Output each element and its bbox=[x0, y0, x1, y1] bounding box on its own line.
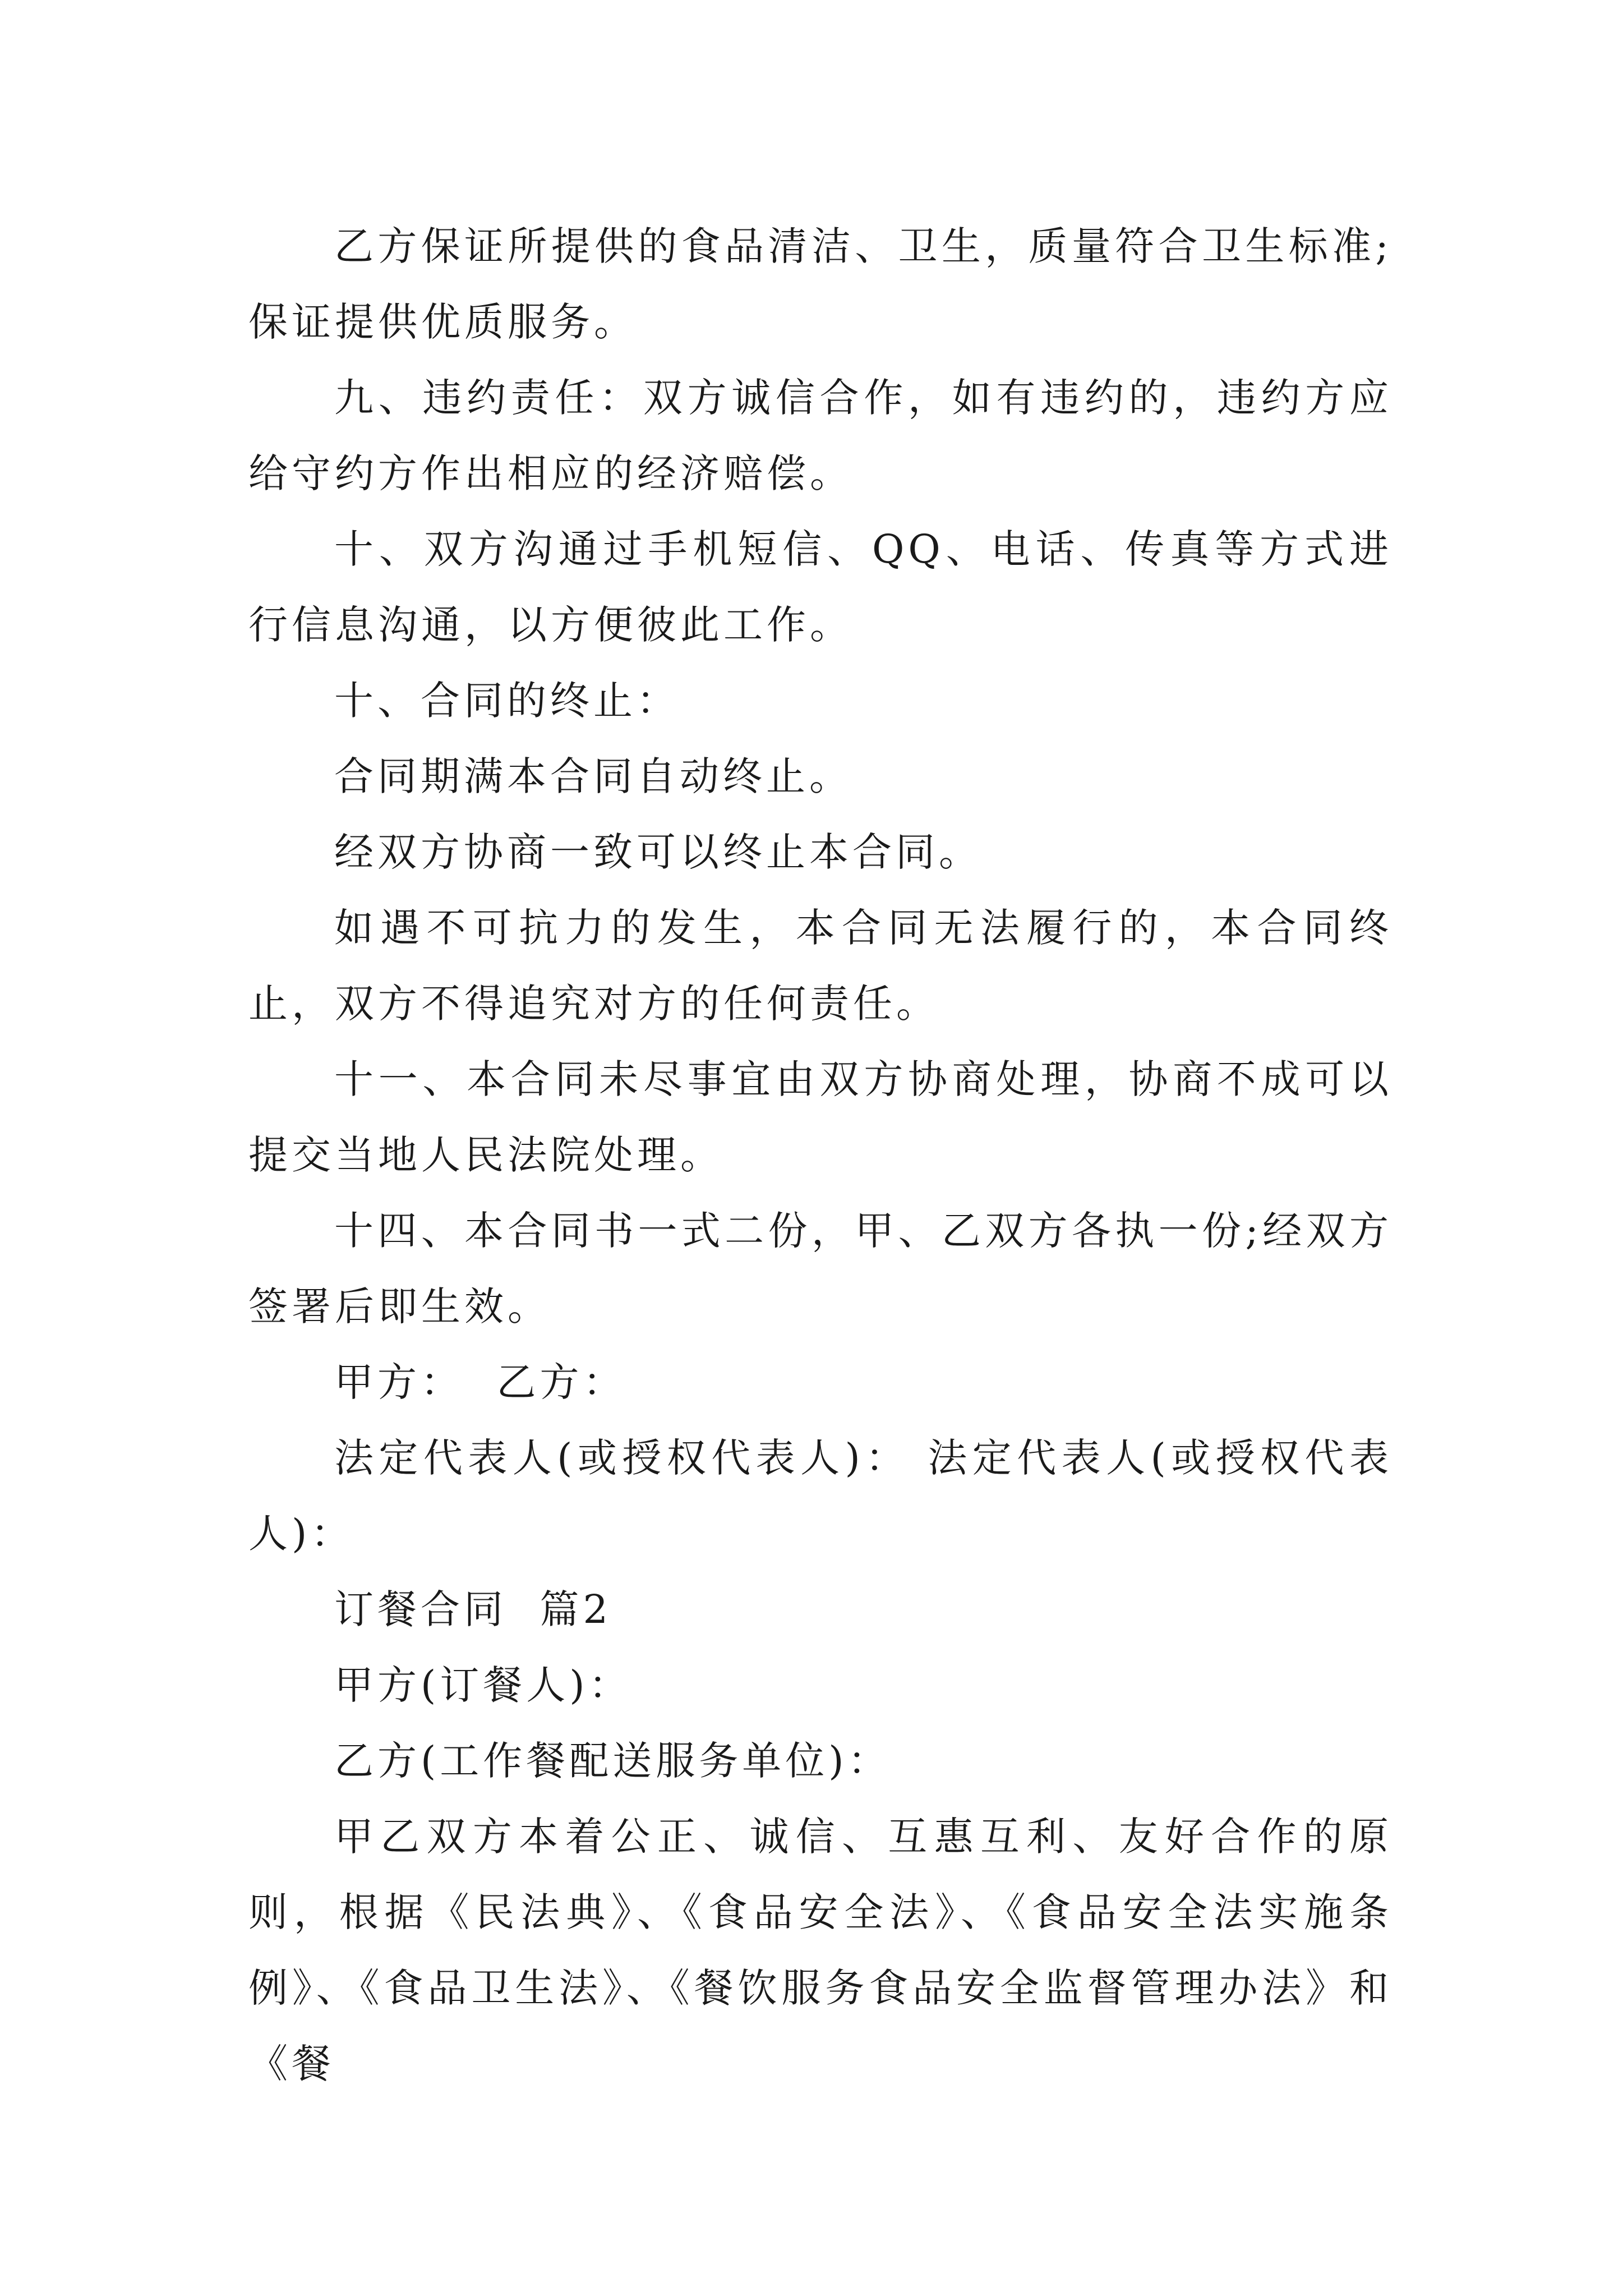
paragraph-termination-expiry: 合同期满本合同自动终止。 bbox=[334, 753, 852, 799]
paragraph-breach-liability: 九、违约责任：双方诚信合作，如有违约的，违约方应给守约方作出相应的经济赔偿。 bbox=[248, 375, 1393, 496]
paragraph-force-majeure: 如遇不可抗力的发生，本合同无法履行的，本合同终止，双方不得追究对方的任何责任。 bbox=[248, 905, 1393, 1027]
paragraph-copies-effect: 十四、本合同书一式二份，甲、乙双方各执一份;经双方签署后即生效。 bbox=[248, 1208, 1393, 1329]
paragraph-quality-guarantee: 乙方保证所提供的食品清洁、卫生，质量符合卫生标准;保证提供优质服务。 bbox=[248, 223, 1393, 345]
paragraph-principles: 甲乙双方本着公正、诚信、互惠互利、友好合作的原则，根据《民法典》、《食品安全法》、《食品安全法实施条例》、《食品卫生法》、《餐饮服务食品安全监督管理办法》和《餐 bbox=[248, 1814, 1393, 2087]
paragraph-legal-representatives: 法定代表人(或授权代表人)： 法定代表人(或授权代表人)： bbox=[248, 1435, 1393, 1557]
paragraph-party-signatures: 甲方： 乙方： bbox=[334, 1359, 626, 1405]
paragraph-communication: 十、双方沟通过手机短信、QQ、电话、传真等方式进行信息沟通，以方便彼此工作。 bbox=[248, 526, 1393, 648]
paragraph-party-a: 甲方(订餐人)： bbox=[334, 1662, 632, 1708]
section-title-contract-2: 订餐合同 篇2 bbox=[334, 1586, 612, 1632]
document-body bbox=[248, 209, 1393, 2102]
paragraph-termination-mutual: 经双方协商一致可以终止本合同。 bbox=[334, 829, 982, 875]
paragraph-party-b: 乙方(工作餐配送服务单位)： bbox=[334, 1738, 891, 1784]
paragraph-dispute-resolution: 十一、本合同未尽事宜由双方协商处理，协商不成可以提交当地人民法院处理。 bbox=[248, 1056, 1393, 1178]
paragraph-termination-heading: 十、合同的终止： bbox=[334, 678, 680, 724]
